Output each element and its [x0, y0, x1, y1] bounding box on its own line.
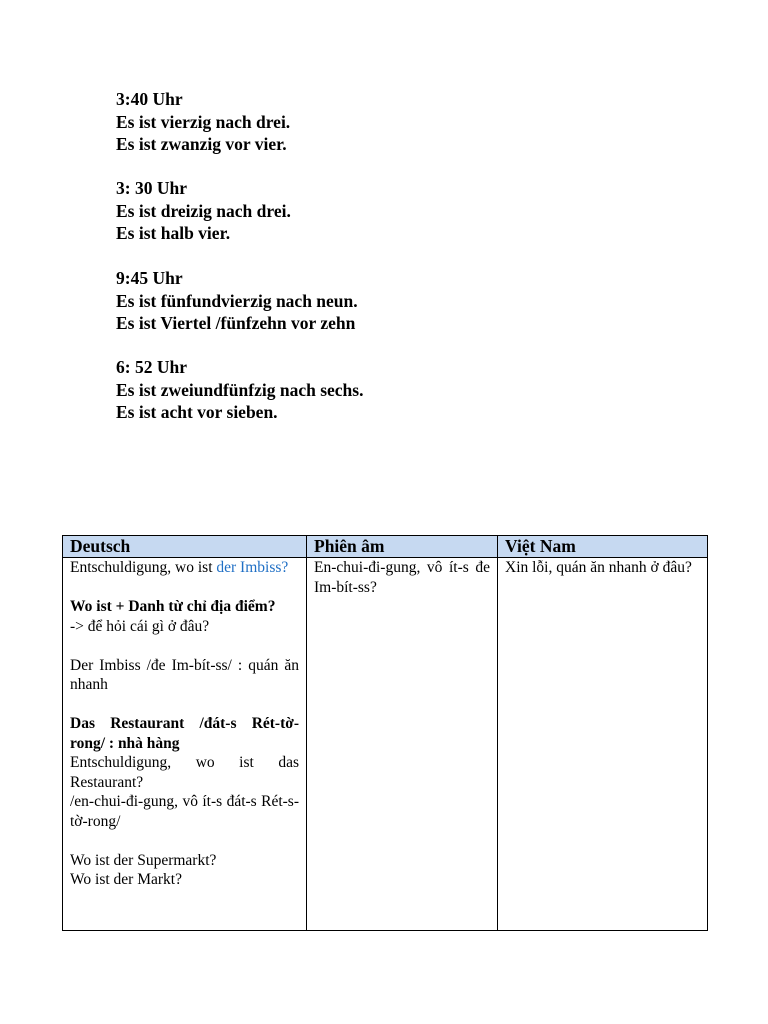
restaurant-pronunciation: /en-chui-đi-gung, vô ít-s đát-s Rét-s-tờ-rong/: [70, 793, 299, 830]
time-sentence: Es ist vierzig nach drei.: [116, 111, 291, 132]
table-header-row: [63, 536, 708, 558]
pattern-note: -> để hỏi cái gì ở đâu?: [70, 617, 210, 635]
time-label: 9:45 Uhr: [116, 268, 183, 288]
restaurant-definition: Das Restaurant /đát-s Rét-tờ-rong/ : nhà hàng: [70, 715, 299, 752]
time-sentence: Es ist Viertel /fünfzehn vor zehn: [116, 313, 356, 333]
header-viet-nam: Việt Nam: [498, 536, 708, 558]
time-sentence: Es ist zwanzig vor vier.: [116, 134, 287, 154]
time-example: [116, 88, 290, 156]
header-deutsch: Deutsch: [63, 536, 307, 558]
supermarkt-question: Wo ist der Supermarkt?: [70, 851, 217, 869]
time-label: 3: 30 Uhr: [116, 178, 187, 198]
time-example: [116, 177, 291, 245]
question-text: Entschuldigung, wo ist: [70, 559, 217, 576]
time-label: 3:40 Uhr: [116, 89, 183, 109]
imbiss-definition: Der Imbiss /đe Im-bít-ss/ : quán ăn nhanh: [70, 656, 299, 693]
cell-deutsch: [63, 558, 307, 931]
time-sentence: Es ist zweiundfünfzig nach sechs.: [116, 379, 364, 400]
imbiss-question: [70, 558, 299, 578]
time-sentence: Es ist acht vor sieben.: [116, 402, 278, 422]
time-example: [116, 267, 358, 335]
time-sentence: Es ist dreizig nach drei.: [116, 200, 291, 221]
cell-phien-am: En-chui-đi-gung, vô ít-s đe Im-bít-ss?: [307, 558, 498, 931]
restaurant-block: [70, 714, 299, 831]
markt-question: Wo ist der Markt?: [70, 871, 182, 888]
restaurant-question: Entschuldigung, wo ist das Restaurant?: [70, 754, 299, 791]
imbiss-link[interactable]: der Imbiss?: [216, 559, 289, 576]
pattern-block: [70, 597, 299, 636]
header-phien-am: Phiên âm: [307, 536, 498, 558]
time-sentence: Es ist fünfundvierzig nach neun.: [116, 290, 358, 311]
table-row: [63, 558, 708, 931]
cell-viet-nam: Xin lỗi, quán ăn nhanh ở đâu?: [498, 558, 708, 931]
vocabulary-table: [62, 535, 708, 931]
market-questions: [70, 851, 299, 890]
time-label: 6: 52 Uhr: [116, 357, 187, 377]
time-example: [116, 356, 363, 424]
time-sentence: Es ist halb vier.: [116, 223, 231, 243]
pattern-rule: Wo ist + Danh từ chỉ địa điểm?: [70, 598, 276, 615]
